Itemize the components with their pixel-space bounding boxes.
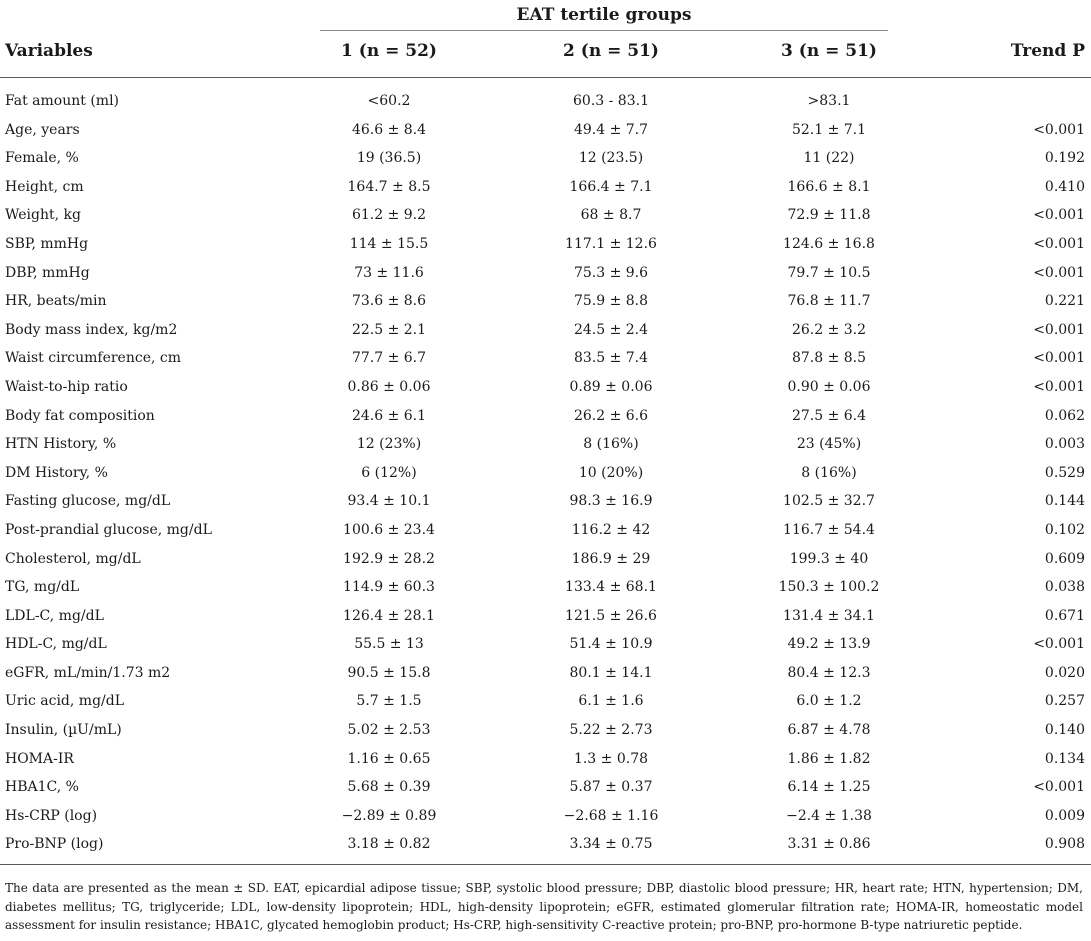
cell-group1: 24.6 ± 6.1 [351, 407, 427, 424]
cell-group2: −2.68 ± 1.16 [563, 807, 659, 824]
cell-group2: 80.1 ± 14.1 [569, 664, 653, 681]
column-header-group2: 2 (n = 51) [563, 41, 659, 61]
cell-trend-p: 0.257 [1044, 693, 1085, 710]
cell-group2: 98.3 ± 16.9 [569, 493, 653, 510]
table-row [0, 745, 1091, 774]
cell-group1: 73 ± 11.6 [354, 264, 424, 281]
table-row [0, 230, 1091, 259]
cell-variable: Height, cm [5, 178, 84, 195]
cell-variable: Fasting glucose, mg/dL [5, 493, 171, 510]
cell-trend-p: 0.529 [1044, 464, 1085, 481]
cell-trend-p: 0.009 [1044, 807, 1085, 824]
cell-group1: 19 (36.5) [356, 150, 422, 167]
cell-trend-p: 0.410 [1044, 178, 1085, 195]
cell-group3: 116.7 ± 54.4 [783, 521, 875, 538]
cell-group2: 51.4 ± 10.9 [569, 636, 653, 653]
cell-group2: 6.1 ± 1.6 [578, 693, 644, 710]
table-row [0, 287, 1091, 316]
cell-group3: 76.8 ± 11.7 [787, 293, 871, 310]
cell-group3: 6.87 ± 4.78 [787, 722, 871, 739]
cell-group2: 75.3 ± 9.6 [573, 264, 649, 281]
table-row [0, 630, 1091, 659]
cell-group3: 8 (16%) [801, 464, 857, 481]
cell-variable: Hs-CRP (log) [5, 807, 98, 824]
cell-trend-p: <0.001 [1033, 264, 1085, 281]
table-row [0, 516, 1091, 545]
cell-variable: DBP, mmHg [5, 264, 90, 281]
cell-group3: 27.5 ± 6.4 [791, 407, 867, 424]
cell-variable: Pro-BNP (log) [5, 836, 104, 853]
cell-trend-p: <0.001 [1033, 235, 1085, 252]
cell-group3: 80.4 ± 12.3 [787, 664, 871, 681]
table-row [0, 144, 1091, 173]
table-row [0, 201, 1091, 230]
cell-group2: 5.22 ± 2.73 [569, 722, 653, 739]
cell-group1: 46.6 ± 8.4 [351, 121, 427, 138]
cell-group3: 199.3 ± 40 [789, 550, 869, 567]
table-row [0, 716, 1091, 745]
cell-group1: 6 (12%) [361, 464, 417, 481]
cell-group3: >83.1 [807, 93, 851, 109]
table-row [0, 173, 1091, 202]
cell-group2: 186.9 ± 29 [571, 550, 651, 567]
cell-group1: 5.02 ± 2.53 [347, 722, 431, 739]
cell-trend-p: <0.001 [1033, 350, 1085, 367]
cell-group2: 121.5 ± 26.6 [565, 607, 657, 624]
cell-trend-p: 0.102 [1044, 521, 1085, 538]
cell-group2: 1.3 ± 0.78 [573, 750, 649, 767]
cell-group2: 83.5 ± 7.4 [573, 350, 649, 367]
table-body [0, 87, 1091, 859]
cell-group2: 8 (16%) [583, 436, 639, 453]
cell-variable: Body fat composition [5, 407, 155, 424]
cell-trend-p: <0.001 [1033, 779, 1085, 796]
cell-variable: HOMA-IR [5, 750, 74, 767]
cell-variable: LDL-C, mg/dL [5, 607, 104, 624]
cell-trend-p: 0.140 [1044, 722, 1085, 739]
cell-variable: Cholesterol, mg/dL [5, 550, 141, 567]
cell-group2: 24.5 ± 2.4 [573, 321, 649, 338]
cell-group3: 1.86 ± 1.82 [787, 750, 871, 767]
cell-trend-p: <0.001 [1033, 321, 1085, 338]
cell-group1: 1.16 ± 0.65 [347, 750, 431, 767]
cell-trend-p: <0.001 [1033, 121, 1085, 138]
group-header-rule [320, 30, 888, 31]
cell-group2: 68 ± 8.7 [580, 207, 642, 224]
cell-group3: 6.14 ± 1.25 [787, 779, 871, 796]
cell-trend-p: 0.671 [1044, 607, 1085, 624]
cell-group1: 114 ± 15.5 [349, 235, 429, 252]
cell-group1: 90.5 ± 15.8 [347, 664, 431, 681]
cell-trend-p: <0.001 [1033, 378, 1085, 395]
cell-group3: 6.0 ± 1.2 [796, 693, 862, 710]
cell-group2: 75.9 ± 8.8 [573, 293, 649, 310]
cell-group3: 23 (45%) [796, 436, 862, 453]
cell-group1: 12 (23%) [356, 436, 422, 453]
cell-variable: Uric acid, mg/dL [5, 693, 124, 710]
cell-group3: 11 (22) [803, 150, 855, 167]
cell-variable: Body mass index, kg/m2 [5, 321, 178, 338]
cell-trend-p: 0.144 [1044, 493, 1085, 510]
table-row [0, 602, 1091, 631]
cell-group3: 72.9 ± 11.8 [787, 207, 871, 224]
header-rule [0, 77, 1091, 78]
cell-trend-p: <0.001 [1033, 636, 1085, 653]
cell-group1: 100.6 ± 23.4 [343, 521, 435, 538]
cell-group2: 26.2 ± 6.6 [573, 407, 649, 424]
cell-group3: 26.2 ± 3.2 [791, 321, 867, 338]
cell-group3: 131.4 ± 34.1 [783, 607, 875, 624]
table-row [0, 402, 1091, 431]
cell-group1: 93.4 ± 10.1 [347, 493, 431, 510]
cell-group3: 124.6 ± 16.8 [783, 235, 875, 252]
cell-group2: 133.4 ± 68.1 [565, 579, 657, 596]
cell-trend-p: <0.001 [1033, 207, 1085, 224]
cell-group1: 73.6 ± 8.6 [351, 293, 427, 310]
cell-group1: 164.7 ± 8.5 [347, 178, 431, 195]
cell-variable: Waist-to-hip ratio [5, 378, 128, 395]
cell-variable: HTN History, % [5, 436, 117, 453]
column-header-variables: Variables [5, 41, 93, 61]
table-row [0, 116, 1091, 145]
cell-variable: Insulin, (µU/mL) [5, 722, 122, 739]
cell-group1: 22.5 ± 2.1 [351, 321, 427, 338]
cell-group2: 117.1 ± 12.6 [565, 235, 657, 252]
column-header-group1: 1 (n = 52) [341, 41, 437, 61]
cell-group2: 12 (23.5) [578, 150, 644, 167]
table-row [0, 316, 1091, 345]
cell-group3: 49.2 ± 13.9 [787, 636, 871, 653]
table-row [0, 344, 1091, 373]
table-row [0, 87, 1091, 116]
cell-variable: HBA1C, % [5, 779, 79, 796]
cell-group1: 77.7 ± 6.7 [351, 350, 427, 367]
table-row [0, 430, 1091, 459]
cell-trend-p: 0.134 [1044, 750, 1085, 767]
cell-variable: HR, beats/min [5, 293, 107, 310]
cell-variable: TG, mg/dL [5, 579, 80, 596]
cell-group1: 192.9 ± 28.2 [343, 550, 435, 567]
cell-group3: −2.4 ± 1.38 [786, 807, 872, 824]
table-row [0, 687, 1091, 716]
cell-group1: 55.5 ± 13 [354, 636, 424, 653]
cell-group1: 5.68 ± 0.39 [347, 779, 431, 796]
cell-variable: Age, years [5, 121, 80, 138]
table-row [0, 573, 1091, 602]
bottom-rule [0, 864, 1091, 865]
table-row [0, 659, 1091, 688]
table-row [0, 830, 1091, 859]
cell-group1: 5.7 ± 1.5 [356, 693, 422, 710]
table-row [0, 802, 1091, 831]
cell-group3: 87.8 ± 8.5 [791, 350, 867, 367]
cell-group1: <60.2 [367, 93, 411, 109]
table-row [0, 373, 1091, 402]
cell-group3: 166.6 ± 8.1 [787, 178, 871, 195]
cell-trend-p: 0.003 [1044, 436, 1085, 453]
cell-variable: Female, % [5, 150, 79, 167]
table-row [0, 459, 1091, 488]
table-row [0, 259, 1091, 288]
cell-group3: 102.5 ± 32.7 [783, 493, 875, 510]
cell-group3: 79.7 ± 10.5 [787, 264, 871, 281]
cell-variable: Weight, kg [5, 207, 81, 224]
table-row [0, 487, 1091, 516]
cell-group1: 126.4 ± 28.1 [343, 607, 435, 624]
cell-trend-p: 0.609 [1044, 550, 1085, 567]
cell-group2: 49.4 ± 7.7 [573, 121, 649, 138]
cell-trend-p: 0.020 [1044, 664, 1085, 681]
cell-variable: Fat amount (ml) [5, 93, 120, 109]
cell-group2: 3.34 ± 0.75 [569, 836, 653, 853]
cell-group1: −2.89 ± 0.89 [341, 807, 437, 824]
cell-group3: 3.31 ± 0.86 [787, 836, 871, 853]
table-row [0, 773, 1091, 802]
cell-group3: 52.1 ± 7.1 [791, 121, 867, 138]
cell-group1: 61.2 ± 9.2 [351, 207, 427, 224]
cell-group1: 3.18 ± 0.82 [347, 836, 431, 853]
cell-variable: HDL-C, mg/dL [5, 636, 107, 653]
cell-trend-p: 0.221 [1044, 293, 1085, 310]
cell-variable: SBP, mmHg [5, 235, 89, 252]
cell-trend-p: 0.908 [1044, 836, 1085, 853]
column-header-row [0, 38, 1091, 64]
table-row [0, 545, 1091, 574]
cell-group2: 5.87 ± 0.37 [569, 779, 653, 796]
column-header-trend-p: Trend P [1010, 41, 1085, 61]
cell-group2: 0.89 ± 0.06 [569, 378, 653, 395]
cell-trend-p: 0.062 [1044, 407, 1085, 424]
cell-trend-p: 0.038 [1044, 579, 1085, 596]
column-header-group3: 3 (n = 51) [781, 41, 877, 61]
cell-group3: 0.90 ± 0.06 [787, 378, 871, 395]
cell-trend-p: 0.192 [1044, 150, 1085, 167]
cell-variable: Waist circumference, cm [5, 350, 182, 367]
cell-variable: DM History, % [5, 464, 108, 481]
cell-variable: eGFR, mL/min/1.73 m2 [5, 664, 171, 681]
cell-group1: 114.9 ± 60.3 [343, 579, 435, 596]
cell-group1: 0.86 ± 0.06 [347, 378, 431, 395]
cell-group2: 116.2 ± 42 [571, 521, 651, 538]
cell-group2: 60.3 - 83.1 [573, 93, 649, 109]
group-header: EAT tertile groups [516, 5, 692, 25]
cell-group3: 150.3 ± 100.2 [778, 579, 880, 596]
cell-group2: 166.4 ± 7.1 [569, 178, 653, 195]
cell-group2: 10 (20%) [578, 464, 644, 481]
cell-variable: Post-prandial glucose, mg/dL [5, 521, 212, 538]
table-footnote: The data are presented as the mean ± SD. EAT, epicardial adipose tissue; SBP, systolic blood pressure; DBP, diastolic blood pressure; HR, heart rate; HTN, hypertension; DM, diabetes mellitus; TG, triglyceride; LDL, low-density lipoprotein; HDL, high-density lipoprotein; eGFR, estimated glomerular filtration rate; HOMA-IR, homeostatic model assessment for insulin resistance; HBA1C, glycated hemoglobin product; Hs-CRP, high-sensitivity C-reactive protein; pro-BNP, pro-hormone B-type natriuretic peptide. [5, 881, 1083, 932]
